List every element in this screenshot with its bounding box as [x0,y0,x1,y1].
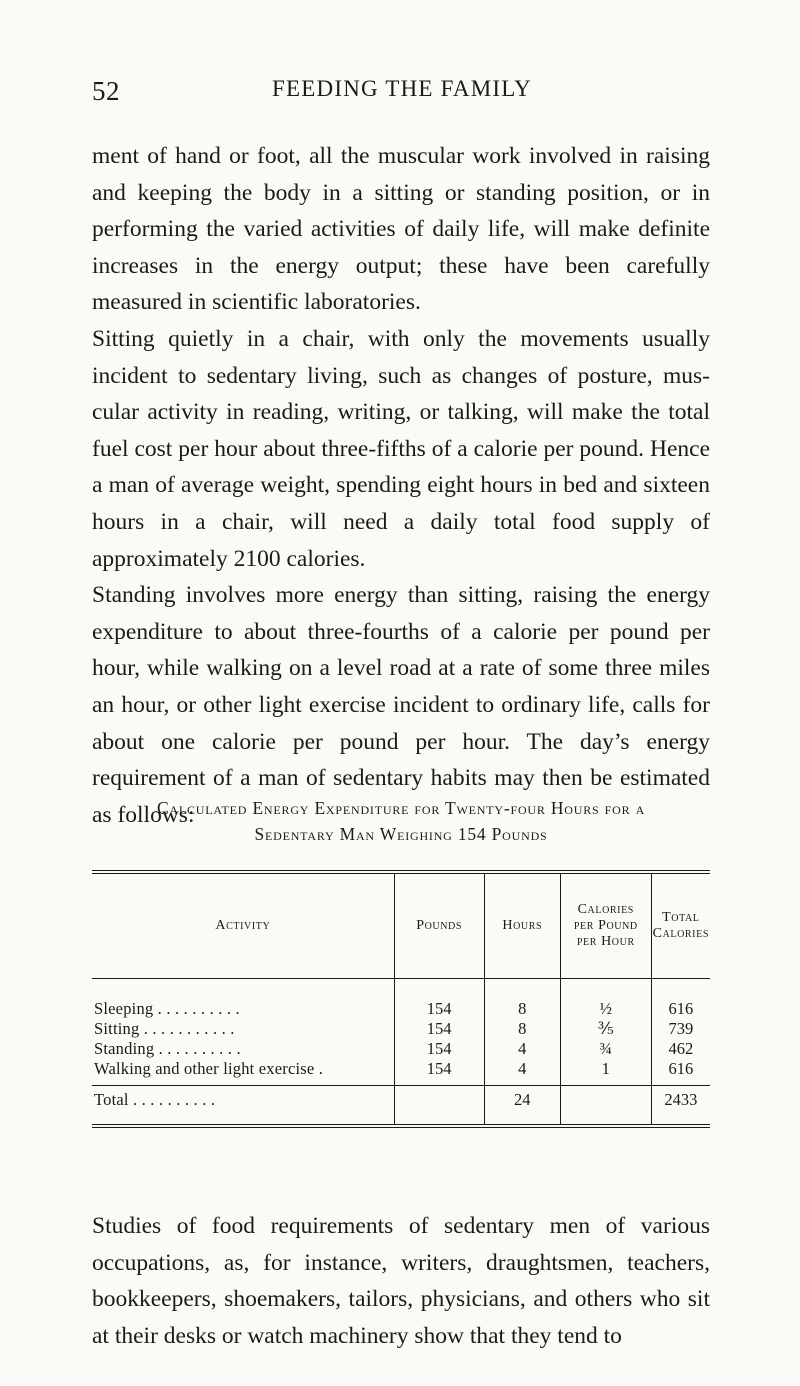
cell-total-label: Total . . . . . . . . . . [92,1086,394,1125]
cell-rate: ⅗ [560,1019,651,1039]
header-calories-per-pound-line-2: per Pound [573,918,638,933]
page-header [92,76,712,116]
header-total-calories [651,874,710,979]
cell-total: 616 [651,979,710,1020]
cell-activity: Sitting . . . . . . . . . . . [94,1019,235,1038]
table-bottom-rule [92,1124,710,1128]
table-row [92,1039,710,1059]
energy-expenditure-table [92,874,710,1124]
cell-total-hours: 24 [484,1086,560,1125]
header-activity: Activity [92,874,394,979]
header-total-calories-line-1: Total [662,910,700,925]
table-caption-line-2: Sedentary Man Weighing 154 Pounds [254,824,548,844]
cell-activity: Walking and other light exercise . [94,1059,324,1078]
cell-total-pounds [394,1086,484,1125]
paragraph-3: Standing involves more energy than sitting, raising the energy expenditure to about three-fourths of a calorie per pound per hour, while walking on a level road at a rate of some three miles an hour, or other light exercise incident to ordinary life, calls for about one calorie per pound per hour. The day’s energy requirement of a man of sedentary habits may then be estimated as follows: [92,582,710,828]
body-text-bottom [92,1208,710,1354]
cell-total: 462 [651,1039,710,1059]
cell-pounds: 154 [394,1019,484,1039]
cell-activity: Standing . . . . . . . . . . [94,1039,241,1058]
cell-activity: Sleeping . . . . . . . . . . [94,999,240,1018]
header-calories-per-pound [560,874,651,979]
header-pounds: Pounds [394,874,484,979]
cell-hours: 4 [484,1039,560,1059]
table-header-row [92,874,710,979]
body-text-top [92,138,710,833]
cell-hours: 8 [484,1019,560,1039]
running-head: FEEDING THE FAMILY [272,76,532,101]
cell-total-calories: 2433 [651,1086,710,1125]
table-row [92,1019,710,1039]
energy-table [92,870,710,1128]
table-caption [92,795,710,847]
table-row [92,1059,710,1086]
paragraph-1: ment of hand or foot, all the muscular work involved in raising and keeping the body in a sitting or standing position, or in performing the varied activities of daily life, will make definite increases in the energy output; these have been carefully measured in scientific laboratories. [92,143,710,316]
cell-total: 739 [651,1019,710,1039]
header-calories-per-pound-line-1: Calories [577,902,634,917]
table-row [92,979,710,1020]
table-total-row [92,1086,710,1125]
cell-pounds: 154 [394,1059,484,1086]
cell-pounds: 154 [394,979,484,1020]
paragraph-4: Studies of food requirements of sedentary men of various occupations, as, for instance, writers, draughtsmen, teachers, bookkeepers, shoemakers, tailors, physicians, and others who sit at their desks or watch machinery show that they tend to [92,1213,710,1349]
header-calories-per-pound-line-3: per Hour [576,934,635,949]
cell-rate: 1 [560,1059,651,1086]
cell-total: 616 [651,1059,710,1086]
cell-rate: ¾ [560,1039,651,1059]
header-total-calories-line-2: Calories [652,926,709,941]
cell-total-rate [560,1086,651,1125]
header-hours: Hours [484,874,560,979]
cell-hours: 8 [484,979,560,1020]
cell-hours: 4 [484,1059,560,1086]
cell-pounds: 154 [394,1039,484,1059]
paragraph-2: Sitting quietly in a chair, with only the movements usually incident to sedentary living, such as changes of posture, mus-cular activity in reading, writing, or talking, will make the total fuel cost per hour about three-fifths of a calorie per pound. Hence a man of average weight, spending eight hours in bed and sixteen hours in a chair, will need a daily total food supply of approximately 2100 calories. [92,325,710,572]
cell-rate: ½ [560,979,651,1020]
table-caption-line-1: Calculated Energy Expenditure for Twenty-four Hours for a [156,798,646,818]
page-number: 52 [92,76,120,106]
